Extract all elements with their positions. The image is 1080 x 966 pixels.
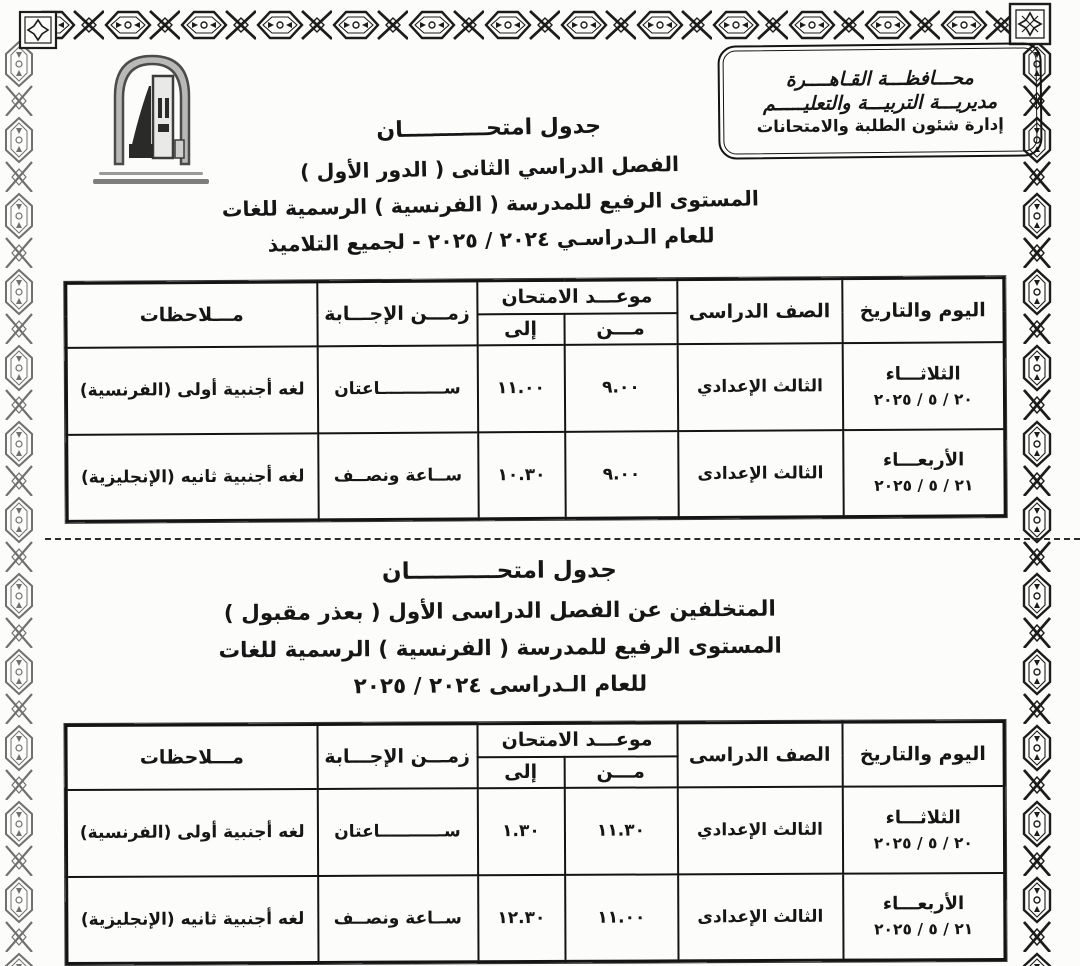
cell-time-to: ١١.٠٠ <box>477 344 565 432</box>
table-row <box>66 342 1005 435</box>
col-header-notes: مـــلاحظات <box>66 724 317 789</box>
exam-schedule-table-1 <box>64 276 1006 523</box>
makeup-exam-line: المتخلفين عن الفصل الدراسى الأول ( بعذر مقبول ) <box>223 596 776 627</box>
day-name: الثلاثـــاء <box>885 806 961 828</box>
col-header-exam-time: موعـــد الامتحان <box>477 280 677 314</box>
day-name: الأربعـــاء <box>882 893 965 915</box>
cell-day-date <box>843 872 1005 960</box>
table-row <box>66 785 1004 876</box>
cell-grade: الثالث الإعدادى <box>678 430 844 518</box>
logo-caption-line <box>93 179 209 184</box>
exam-date: ٢١ / ٥ / ٢٠٢٥ <box>874 476 974 496</box>
cell-grade: الثالث الإعدادى <box>678 873 843 961</box>
schedule-title: جدول امتحـــــــــــان <box>376 113 602 144</box>
cell-duration: ســاعة ونصــف <box>318 875 478 963</box>
school-line: المستوى الرفيع للمدرسة ( الفرنسية ) الرسمية للغات <box>218 633 782 664</box>
exam-date: ٢١ / ٥ / ٢٠٢٥ <box>874 920 974 939</box>
col-header-notes: مـــلاحظات <box>66 282 317 348</box>
day-name: الثلاثـــاء <box>885 362 961 385</box>
exam-date: ٢٠ / ٥ / ٢٠٢٥ <box>873 389 973 409</box>
ornamental-border-top-icon <box>28 6 1048 44</box>
section-divider-dashed-line <box>45 538 1080 540</box>
col-header-to: إلى <box>477 756 564 787</box>
col-header-duration: زمـــن الإجـــابة <box>317 724 477 789</box>
ornamental-border-left-icon <box>0 40 42 966</box>
table-row <box>67 872 1005 963</box>
col-header-grade: الصف الدراسى <box>677 722 842 787</box>
ornamental-border-right-icon <box>1014 40 1060 966</box>
cell-grade: الثالث الإعدادي <box>677 786 842 874</box>
day-name: الأربعـــاء <box>882 449 965 472</box>
cell-day-date <box>842 342 1005 430</box>
col-header-duration: زمـــن الإجـــابة <box>317 281 477 346</box>
col-header-from: مـــن <box>564 313 677 345</box>
cell-time-to: ١٢.٣٠ <box>478 874 565 961</box>
cell-notes: لغه أجنبية ثانيه (الإنجليزية) <box>67 875 318 963</box>
section1-title-block <box>199 110 782 264</box>
semester-line: الفصل الدراسي الثانى ( الدور الأول ) <box>299 152 680 184</box>
cell-duration: ســـــــــــاعتان <box>317 345 478 433</box>
col-header-exam-time: موعـــد الامتحان <box>477 723 677 757</box>
cell-duration: ســـــــــــاعتان <box>317 788 477 876</box>
cell-time-to: ١.٣٠ <box>477 787 564 874</box>
cell-time-to: ١٠.٣٠ <box>478 431 566 519</box>
cell-notes: لغه أجنبية ثانيه (الإنجليزية) <box>67 433 319 522</box>
directorate-name: مديريـــة التربيـــة والتعليـــــم <box>762 90 998 115</box>
governorate-name: محـــافظـــة القـاهــــرة <box>785 66 974 91</box>
cell-time-from: ١١.٠٠ <box>565 874 678 961</box>
col-header-to: إلى <box>477 313 564 345</box>
table-row <box>67 429 1006 522</box>
logo-caption-line <box>99 172 203 175</box>
col-header-from: مـــن <box>564 756 677 787</box>
ornament-corner-top-left-icon <box>18 10 58 50</box>
col-header-grade: الصف الدراسى <box>677 279 842 344</box>
cell-grade: الثالث الإعدادي <box>677 343 843 431</box>
cell-day-date <box>842 785 1004 873</box>
exam-date: ٢٠ / ٥ / ٢٠٢٥ <box>873 833 973 853</box>
cell-notes: لغه أجنبية أولى (الفرنسية) <box>66 788 317 876</box>
cell-time-from: ٩.٠٠ <box>564 344 678 432</box>
cell-day-date <box>843 429 1006 517</box>
ornament-corner-top-right-icon <box>1008 2 1052 46</box>
exam-schedule-table-2 <box>64 720 1006 965</box>
school-line: المستوى الرفيع للمدرسة ( الفرنسية ) الرسمية للغات <box>221 186 760 222</box>
cell-time-from: ٩.٠٠ <box>565 431 679 519</box>
cell-notes: لغه أجنبية أولى (الفرنسية) <box>66 346 318 435</box>
col-header-day-date: اليوم والتاريخ <box>842 721 1004 786</box>
cell-time-from: ١١.٣٠ <box>564 787 677 874</box>
col-header-day-date: اليوم والتاريخ <box>842 278 1004 343</box>
section2-title-block <box>209 555 790 706</box>
schedule-title: جدول امتحـــــــــــان <box>381 556 618 586</box>
cell-duration: ســاعة ونصــف <box>318 432 479 520</box>
year-line: للعام الـدراسـي ٢٠٢٤ / ٢٠٢٥ - لجميع التلاميذ <box>267 223 715 257</box>
department-name: إدارة شئون الطلبة والامتحانات <box>756 114 1004 136</box>
year-line: للعام الـدراسى ٢٠٢٤ / ٢٠٢٥ <box>353 671 648 700</box>
